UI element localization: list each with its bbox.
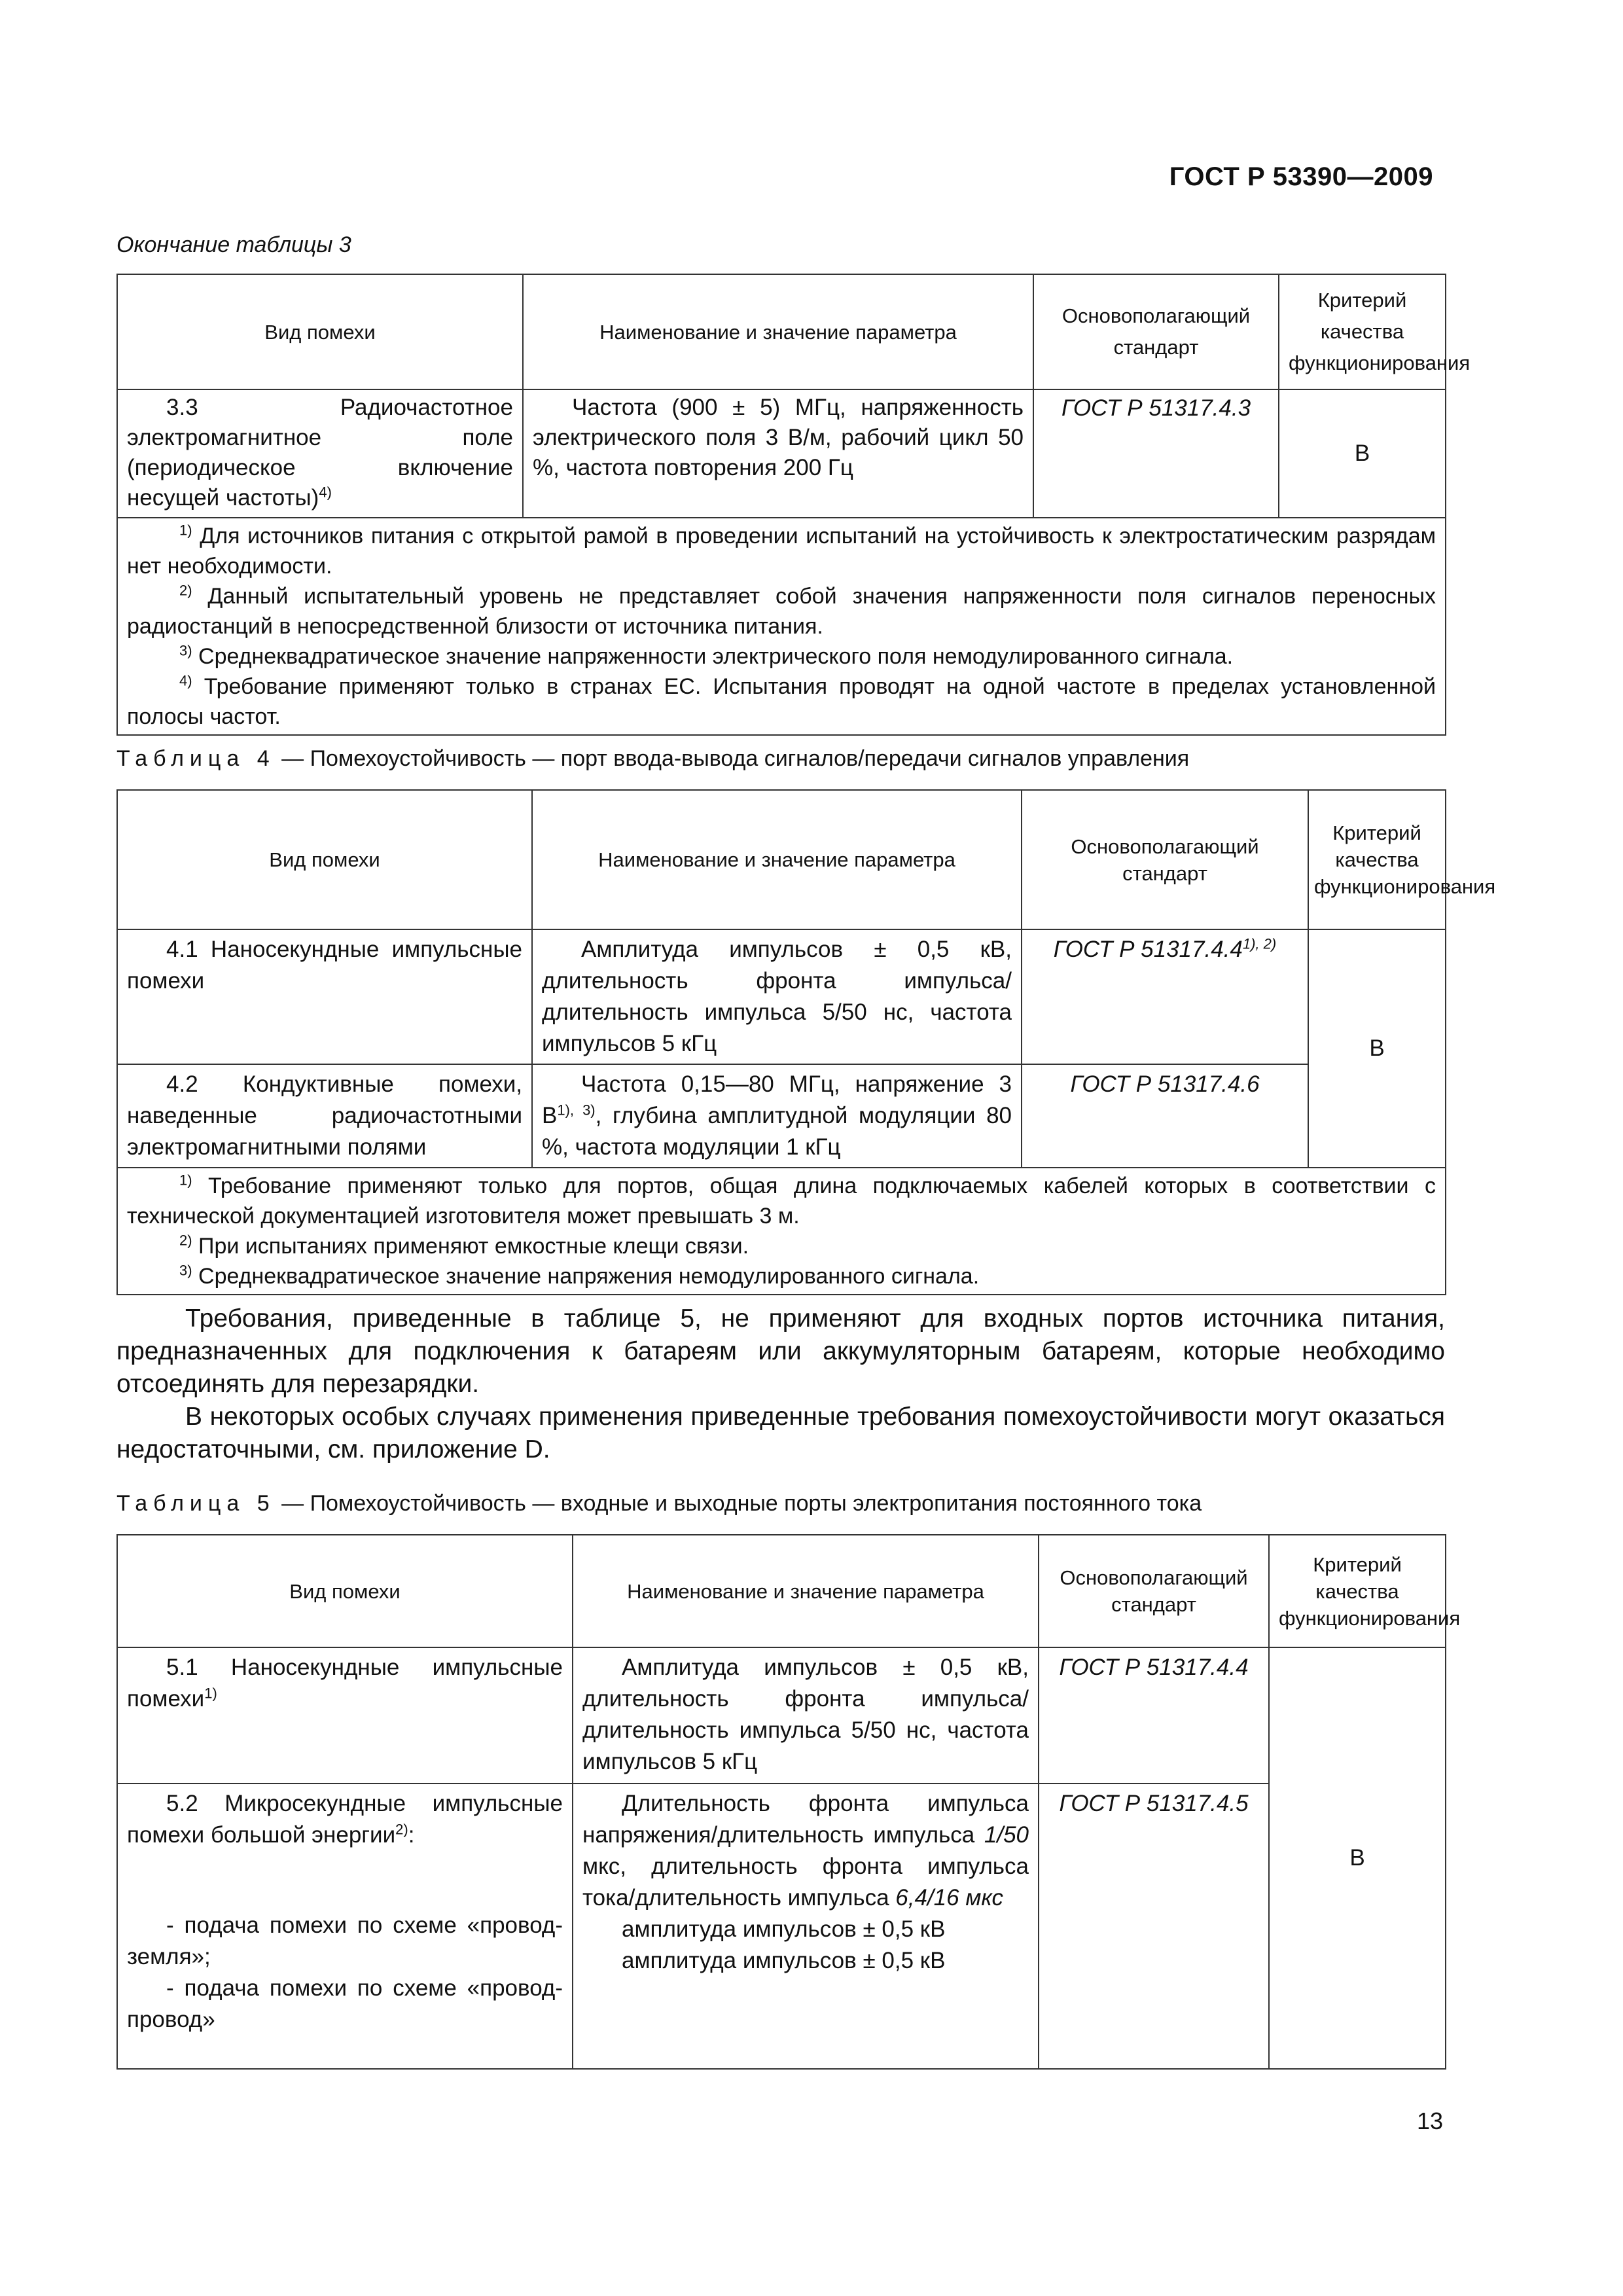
interference-cell: 4.2 Кондуктивные помехи, наведенные радиочастотными электромагнитными полями <box>117 1064 532 1168</box>
parameter-text <box>582 1788 1029 1914</box>
page-number: 13 <box>1416 2108 1443 2134</box>
table3-footnotes-row <box>117 518 1446 735</box>
table-row <box>117 1784 1446 2069</box>
interference-cell <box>117 389 523 518</box>
table5 <box>116 1534 1461 2070</box>
body-text <box>116 1302 1445 1466</box>
footnote-mark: 1) <box>179 522 192 539</box>
criterion-cell: B <box>1269 1647 1446 2069</box>
footnote <box>127 581 1436 641</box>
col-header-parameter: Наименование и значение параметра <box>532 790 1022 929</box>
parameter-cell: Частота (900 ± 5) МГц, напряженность электрического поля 3 В/м, рабочий цикл 50 %, частота повторения 200 Гц <box>523 389 1033 518</box>
table4 <box>116 789 1496 1295</box>
table4-caption <box>116 746 1189 772</box>
table4-caption-text: — Помехоустойчивость — порт ввода-вывода сигналов/передачи сигналов управления <box>275 746 1190 771</box>
footnote-mark: 3) <box>179 642 192 659</box>
footnote <box>127 521 1436 581</box>
interference-text: 5.1 Наносекундные импульсные помехи <box>127 1655 563 1712</box>
table-row <box>117 1647 1446 1784</box>
interference-sub-item: - подача помехи по схеме «провод-земля»; <box>127 1912 563 1969</box>
footnote-ref: 4) <box>319 484 332 501</box>
parameter-text-a: Длительность фронта импульса напряжения/длительность импульса <box>582 1791 1029 1848</box>
footnote-mark: 2) <box>179 582 192 599</box>
col-header-interference: Вид помехи <box>117 790 532 929</box>
table5-caption <box>116 1491 1202 1516</box>
interference-text: 3.3 Радиочастотное электромагнитное поле (периодическое включение несущей частоты) <box>127 395 513 511</box>
criterion-cell: B <box>1308 929 1446 1168</box>
standard-cell <box>1022 929 1308 1064</box>
col-header-standard: Основополагающий стандарт <box>1033 274 1279 389</box>
table3-caption: Окончание таблицы 3 <box>116 232 351 257</box>
footnote-ref: 1) <box>204 1685 217 1702</box>
interference-main <box>127 1788 563 1851</box>
standard-cell: ГОСТ Р 51317.4.4 <box>1039 1647 1269 1784</box>
document-code: ГОСТ Р 53390—2009 <box>1169 162 1433 191</box>
footnote-ref: 1), 2) <box>1242 935 1277 952</box>
col-header-parameter: Наименование и значение параметра <box>573 1535 1039 1647</box>
col-header-criterion: Критерий качества функционирования <box>1269 1535 1446 1647</box>
paragraph: Требования, приведенные в таблице 5, не применяют для входных портов источника питания, предназначенных для подключения к батареям или аккумуляторным батареям, которые необходимо отсоединять для перезарядки. <box>116 1304 1445 1398</box>
table4-caption-label: Таблица 4 <box>116 746 276 771</box>
parameter-italic: 6,4/16 мкс <box>895 1885 1003 1910</box>
parameter-cell: Амплитуда импульсов ± 0,5 кВ, длительность фронта импульса/длительность импульса 5/50 нс, частота импульсов 5 кГц <box>573 1647 1039 1784</box>
footnote-text: Для источников питания с открытой рамой в проведении испытаний на устойчивость к электростатическим разрядам нет необходимости. <box>127 524 1436 579</box>
table5-caption-label: Таблица 5 <box>116 1491 276 1516</box>
standard-cell: ГОСТ Р 51317.4.5 <box>1039 1784 1269 2069</box>
table3 <box>116 274 1471 736</box>
col-header-criterion: Критерий качества функционирования <box>1279 274 1446 389</box>
footnote-ref: 1), 3) <box>557 1102 596 1119</box>
amplitude-line: амплитуда импульсов ± 0,5 кВ <box>622 1948 946 1973</box>
footnote-ref: 2) <box>395 1821 408 1838</box>
footnote-text: Среднеквадратическое значение напряженности электрического поля немодулированного сигнала. <box>198 644 1234 669</box>
table3-footnotes <box>117 518 1446 735</box>
footnote-text: При испытаниях применяют емкостные клещи связи. <box>198 1234 749 1259</box>
footnote <box>127 672 1436 732</box>
table-row <box>117 389 1446 518</box>
standard-text: ГОСТ Р 51317.4.4 <box>1053 937 1243 962</box>
standard-cell: ГОСТ Р 51317.4.6 <box>1022 1064 1308 1168</box>
footnote-text: Требование применяют только в странах ЕС. Испытания проводят на одной частоте в пределах установленной полосы частот. <box>127 674 1436 729</box>
col-header-criterion: Критерий качества функционирования <box>1308 790 1446 929</box>
footnote <box>127 1231 1436 1261</box>
parameter-cell <box>573 1784 1039 2069</box>
col-header-parameter: Наименование и значение параметра <box>523 274 1033 389</box>
parameter-text-b: мкс, длительность фронта импульса тока/длительность импульса <box>582 1854 1029 1910</box>
col-header-interference: Вид помехи <box>117 1535 573 1647</box>
footnote-mark: 2) <box>179 1232 192 1249</box>
table3-header-row <box>117 274 1446 389</box>
footnote <box>127 1171 1436 1231</box>
parameter-text-cont: , глубина амплитудной модуляции 80 %, частота модуляции 1 кГц <box>542 1103 1012 1160</box>
interference-text: 5.2 Микросекундные импульсные помехи большой энергии <box>127 1791 563 1848</box>
table-row <box>117 929 1446 1064</box>
footnote-text: Данный испытательный уровень не представляет собой значения напряженности поля сигналов переносных радиостанций в непосредственной близости от источника питания. <box>127 584 1436 639</box>
parameter-italic: 1/50 <box>984 1822 1029 1848</box>
table-row <box>117 1064 1446 1168</box>
footnote-mark: 4) <box>179 672 192 689</box>
table5-caption-text: — Помехоустойчивость — входные и выходные порты электропитания постоянного тока <box>275 1491 1202 1516</box>
footnote-mark: 1) <box>179 1172 192 1189</box>
table4-header-row <box>117 790 1446 929</box>
parameter-cell: Амплитуда импульсов ± 0,5 кВ, длительность фронта импульса/длительность импульса 5/50 нс, частота импульсов 5 кГц <box>532 929 1022 1064</box>
paragraph: В некоторых особых случаях применения приведенные требования помехоустойчивости могут оказаться недостаточными, см. приложение D. <box>116 1403 1445 1463</box>
interference-colon: : <box>408 1822 415 1848</box>
table4-footnotes-row <box>117 1168 1446 1295</box>
table5-header-row <box>117 1535 1446 1647</box>
criterion-cell: B <box>1279 389 1446 518</box>
col-header-interference: Вид помехи <box>117 274 523 389</box>
interference-cell <box>117 1647 573 1784</box>
col-header-standard: Основополагающий стандарт <box>1022 790 1308 929</box>
footnote-text: Требование применяют только для портов, общая длина подключаемых кабелей которых в соответствии с технической документацией изготовителя может превышать 3 м. <box>127 1174 1436 1229</box>
interference-cell: 4.1 Наносекундные импульсные помехи <box>117 929 532 1064</box>
table4-footnotes <box>117 1168 1446 1295</box>
interference-cell <box>117 1784 573 2069</box>
footnote-text: Среднеквадратическое значение напряжения немодулированного сигнала. <box>198 1264 980 1289</box>
footnote-mark: 3) <box>179 1262 192 1279</box>
col-header-standard: Основополагающий стандарт <box>1039 1535 1269 1647</box>
footnote <box>127 641 1436 672</box>
amplitude-line: амплитуда импульсов ± 0,5 кВ <box>622 1916 946 1942</box>
footnote <box>127 1261 1436 1291</box>
interference-sub-item: - подача помехи по схеме «провод-провод» <box>127 1975 563 2032</box>
parameter-cell <box>532 1064 1022 1168</box>
standard-cell: ГОСТ Р 51317.4.3 <box>1033 389 1279 518</box>
parameter-text: Частота 0,15—80 МГц, напряжение 3 В <box>542 1071 1012 1128</box>
